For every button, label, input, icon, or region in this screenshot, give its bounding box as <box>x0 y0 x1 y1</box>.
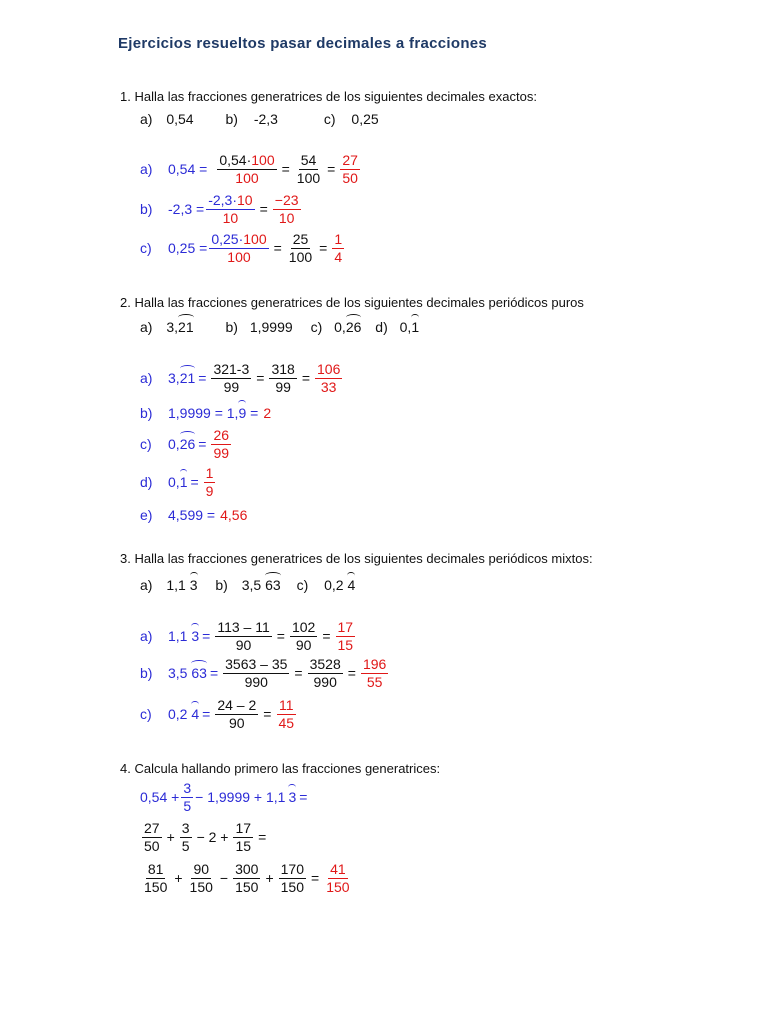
page-title: Ejercicios resueltos pasar decimales a fracciones <box>118 35 488 52</box>
exercise-2b-solution: b) 1,9999 = 1,9 = 2 <box>140 405 272 421</box>
exercise-3a-solution: a) 1,1 3 = $\frac{113 - 11}{90}$ = $\frac{102}{90}$ = $\frac{17}{15}$ <box>140 619 354 653</box>
exercise-1a-solution: a) 0,54 = $\frac{0,54\cdot 100}{100}$ = $\frac{54}{100}$ = $\frac{27}{50}$ <box>140 152 358 186</box>
exercise-4-line-3: $\frac{81}{150}$ + $\frac{90}{150}$ − $\frac{300}{150}$ + $\frac{170}{150}$ = $\frac{41}{150}$ <box>144 861 350 895</box>
exercise-3b-solution: b) 3,5 63 = $\frac{3563 - 35}{990}$ = $\frac{3528}{990}$ = $\frac{196}{55}$ <box>140 656 387 690</box>
exercise-1b-solution: b) -2,3 = $\frac{-2,3\cdot 10}{10}$ = $\frac{-23}{10}$ <box>140 192 299 226</box>
exercise-3c-solution: c) 0,2 4 = $\frac{24 - 2}{90}$ = $\frac{11}{45}$ <box>140 697 295 731</box>
exercise-1c-solution: c) 0,25 = $\frac{0,25\cdot 100}{100}$ = $\frac{25}{100}$ = $\frac{1}{4}$ <box>140 231 343 265</box>
exercise-3-question: 3. Halla las fracciones generatrices de los siguientes decimales periódicos mixtos: <box>120 551 593 566</box>
exercise-1-options: a) 0,54 b) -2,3 c) 0,25 <box>140 111 379 127</box>
exercise-2-options: a) 3,21 b) 1,9999 c) 0,26 d) 0,1 <box>140 319 420 335</box>
exercise-1-question: 1. Halla las fracciones generatrices de los siguientes decimales exactos: <box>120 89 537 104</box>
exercise-4-line-1: 0,54 + $\frac{3}{5}$ − 1,9999 + 1,1 3 = <box>140 780 308 814</box>
exercise-2e-solution: e) 4,599 = 4,56 <box>140 507 248 523</box>
exercise-2c-solution: c) 0,26 = $\frac{26}{99}$ <box>140 427 230 461</box>
exercise-4-question: 4. Calcula hallando primero las fracciones generatrices: <box>120 761 441 776</box>
exercise-3-options: a) 1,1 3 b) 3,5 63 c) 0,2 4 <box>140 577 356 593</box>
exercise-2-question: 2. Halla las fracciones generatrices de los siguientes decimales periódicos puros <box>120 295 584 310</box>
exercise-4-line-2: $\frac{27}{50}$ + $\frac{3}{5}$ − 2 + $\frac{17}{15}$ = <box>144 820 267 854</box>
exercise-2d-solution: d) 0,1 = $\frac{1}{9}$ <box>140 465 214 499</box>
exercise-2a-solution: a) 3,21 = $\frac{321-3}{99}$ = $\frac{318}{99}$ = $\frac{106}{33}$ <box>140 361 341 395</box>
